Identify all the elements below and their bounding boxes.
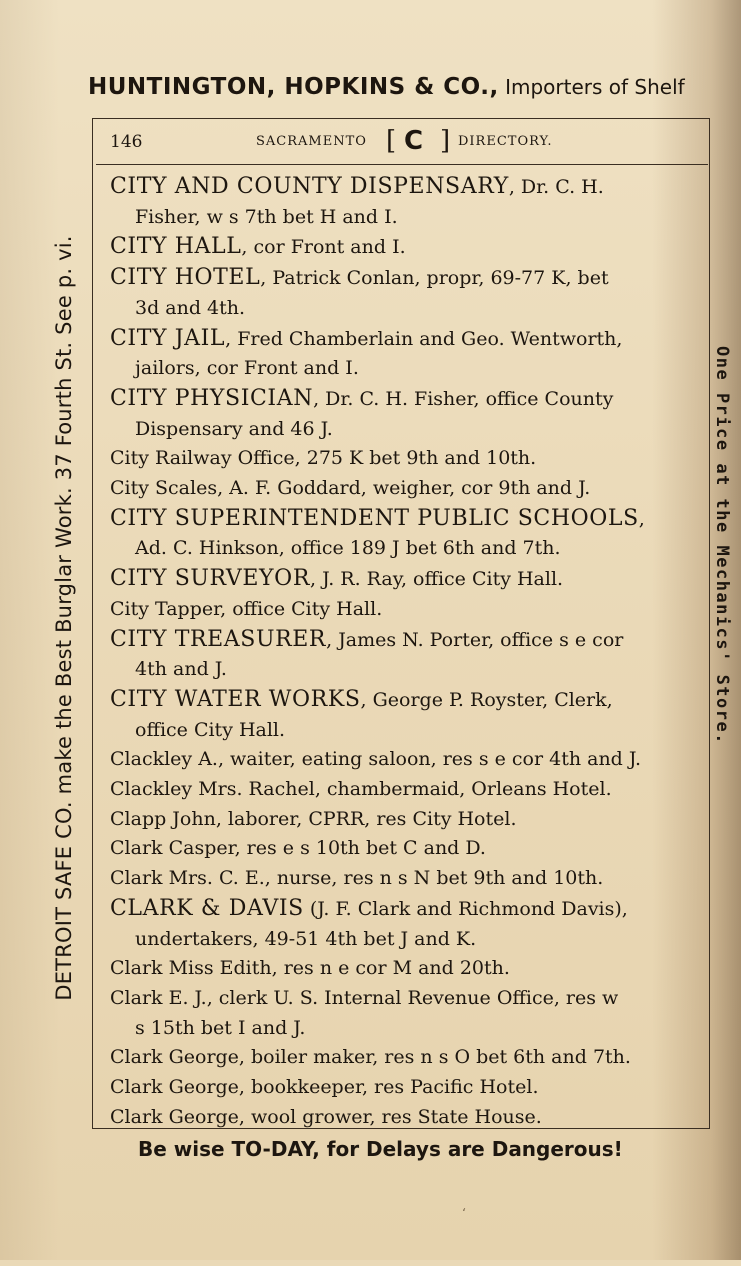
directory-entry: [110, 172, 704, 232]
entry-line-first: Clackley Mrs. Rachel, chambermaid, Orleans Hotel.: [110, 778, 612, 801]
directory-entry: [110, 984, 704, 1043]
entry-line-first: Clapp John, laborer, CPRR, res City Hotel.: [110, 807, 517, 830]
entry-line-continued: jailors, cor Front and I.: [135, 357, 359, 380]
entry-line-continued: office City Hall.: [135, 718, 286, 741]
entry-line-first: CITY AND COUNTY DISPENSARY, Dr. C. H.: [110, 174, 604, 199]
directory-entry: [110, 474, 704, 504]
directory-entry: [110, 864, 704, 894]
entry-line-first: Clark Casper, res e s 10th bet C and D.: [110, 837, 486, 860]
frame-bottom-rule: [92, 1128, 710, 1129]
section-letter: C: [404, 126, 424, 156]
entry-line-first: CITY SURVEYOR, J. R. Ray, office City Hall.: [110, 566, 564, 592]
entry-line-first: City Tapper, office City Hall.: [110, 597, 383, 620]
right-advertisement-banner: One Price at the Mechanics' Store.: [712, 346, 732, 745]
bracket-close-ornament: ]: [440, 126, 451, 156]
entry-line-first: City Railway Office, 275 K bet 9th and 10th.: [110, 447, 537, 470]
directory-entry: [110, 384, 704, 444]
entry-line-continued: s 15th bet I and J.: [135, 1016, 306, 1039]
directory-entry: [110, 625, 704, 685]
directory-entry: [110, 775, 704, 805]
directory-entry: [110, 595, 704, 625]
directory-entry: [110, 444, 704, 474]
entry-line-first: CITY PHYSICIAN, Dr. C. H. Fisher, office County: [110, 385, 614, 411]
entry-line-continued: 3d and 4th.: [135, 296, 246, 319]
entry-line-first: Clark Mrs. C. E., nurse, res n s N bet 9th and 10th.: [110, 867, 604, 890]
directory-entry: [110, 685, 704, 745]
running-head-city: SACRAMENTO: [256, 134, 367, 149]
entry-line-first: CITY WATER WORKS, George P. Royster, Clerk,: [110, 686, 613, 712]
entry-line-first: City Scales, A. F. Goddard, weigher, cor 9th and J.: [110, 477, 591, 500]
entry-line-continued: Dispensary and 46 J.: [135, 417, 333, 440]
top-banner-tail: Importers of Shelf: [498, 75, 685, 99]
directory-entry: [110, 232, 704, 263]
entry-line-first: Clackley A., waiter, eating saloon, res s e cor 4th and J.: [110, 748, 642, 771]
entry-line-first: Clark George, boiler maker, res n s O bet 6th and 7th.: [110, 1046, 631, 1069]
directory-entry: [110, 745, 704, 775]
entry-line-first: CITY HOTEL, Patrick Conlan, propr, 69-77 K, bet: [110, 265, 609, 291]
header-rule: [96, 164, 708, 165]
directory-entry: [110, 805, 704, 835]
left-advertisement-banner: DETROIT SAFE CO. make the Best Burglar Work. 37 Fourth St. See p. vi.: [52, 235, 76, 1001]
directory-entry: [110, 504, 704, 564]
entry-line-first: Clark George, wool grower, res State House.: [110, 1105, 542, 1128]
entry-line-first: Clark George, bookkeeper, res Pacific Hotel.: [110, 1076, 539, 1099]
directory-entries: [110, 172, 704, 1133]
entry-line-first: Clark Miss Edith, res n e cor M and 20th.: [110, 957, 510, 980]
running-head: [110, 128, 700, 160]
directory-entry: [110, 1043, 704, 1073]
entry-line-continued: 4th and J.: [135, 658, 227, 681]
top-banner-main: HUNTINGTON, HOPKINS & CO.,: [88, 74, 499, 100]
directory-entry: [110, 954, 704, 984]
entry-line-first: CITY JAIL, Fred Chamberlain and Geo. Wentworth,: [110, 325, 623, 351]
entry-line-first: CITY TREASURER, James N. Porter, office s e cor: [110, 626, 624, 652]
directory-entry: [110, 1073, 704, 1103]
directory-entry: [110, 324, 704, 384]
directory-entry: [110, 894, 704, 954]
directory-entry: [110, 263, 704, 323]
directory-entry: [110, 834, 704, 864]
top-advertisement-banner: [88, 74, 713, 106]
printer-mark: ʻ: [462, 1206, 466, 1220]
entry-line-continued: Fisher, w s 7th bet H and I.: [135, 205, 398, 228]
entry-line-first: CITY HALL, cor Front and I.: [110, 234, 406, 260]
running-head-directory: DIRECTORY.: [458, 134, 553, 149]
directory-entry: [110, 564, 704, 595]
page-number: 146: [110, 132, 143, 152]
entry-line-first: Clark E. J., clerk U. S. Internal Revenue Office, res w: [110, 986, 619, 1009]
entry-line-continued: undertakers, 49-51 4th bet J and K.: [135, 927, 477, 950]
entry-line-first: CLARK & DAVIS (J. F. Clark and Richmond Davis),: [110, 895, 628, 921]
bottom-advertisement-banner: Be wise TO-DAY, for Delays are Dangerous!: [138, 1137, 623, 1161]
bracket-open-ornament: [: [386, 126, 397, 156]
entry-line-first: CITY SUPERINTENDENT PUBLIC SCHOOLS,: [110, 505, 645, 531]
entry-line-continued: Ad. C. Hinkson, office 189 J bet 6th and 7th.: [135, 537, 561, 560]
